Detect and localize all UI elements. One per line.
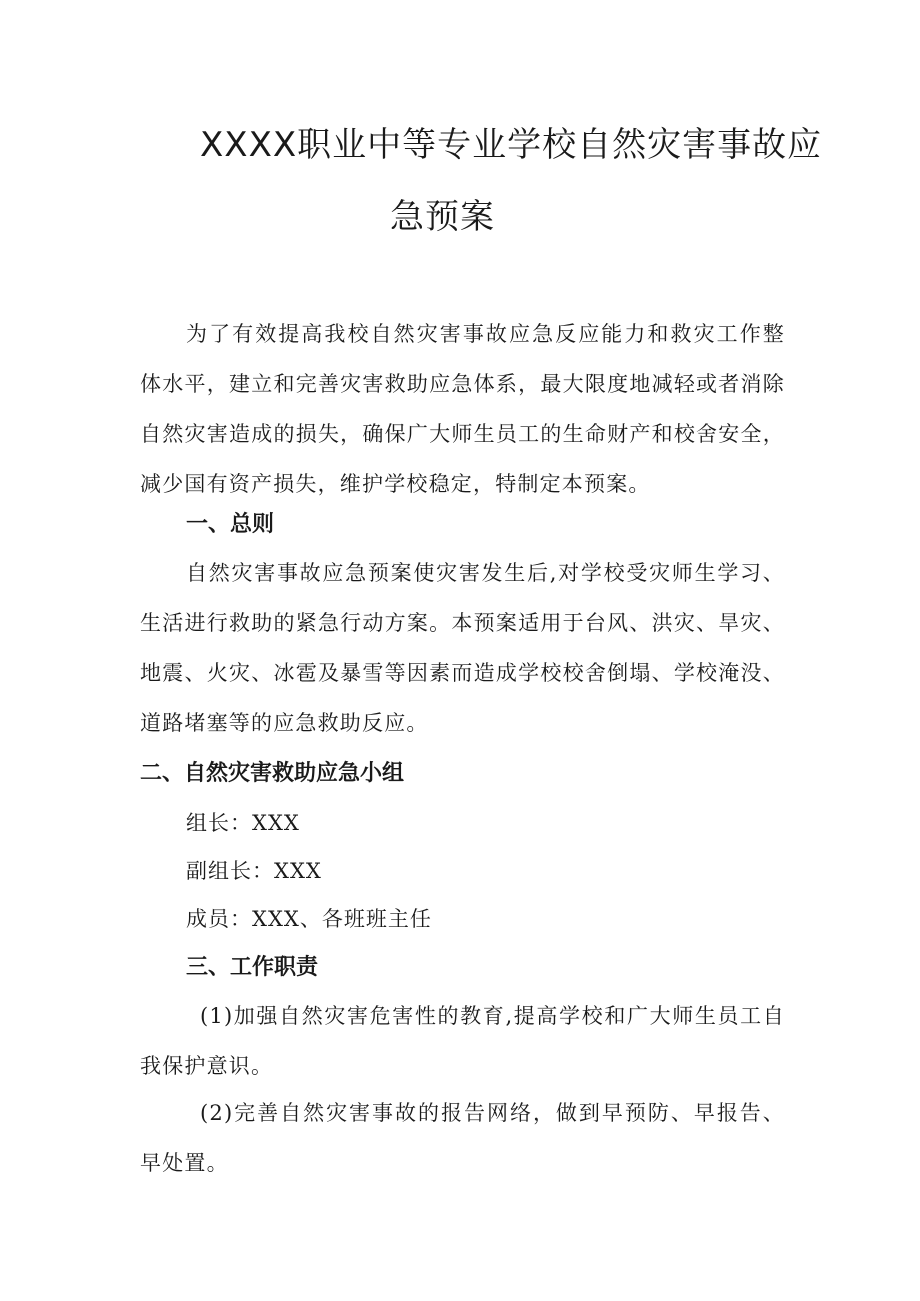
section-heading-general: 一、总则	[186, 512, 275, 537]
duty-item-1: (1)加强自然灾害危害性的教育,提高学校和广大师生员工自我保护意识。	[140, 1004, 785, 1078]
general-paragraph: 自然灾害事故应急预案使灾害发生后,对学校受灾师生学习、生活进行救助的紧急行动方案。本预案适用于台风、洪灾、旱灾、地震、火灾、冰雹及暴雪等因素而造成学校校舍倒塌、学校淹没、道路堵塞等的应急救助反应。	[140, 561, 785, 735]
intro-paragraph: 为了有效提高我校自然灾害事故应急反应能力和救灾工作整体水平，建立和完善灾害救助应急体系，最大限度地减轻或者消除自然灾害造成的损失，确保广大师生员工的生命财产和校舍安全，减少国有资产损失，维护学校稳定，特制定本预案。	[140, 322, 785, 496]
group-members: 成员：XXX、各班班主任	[186, 907, 432, 931]
duty-item-2: (2)完善自然灾害事故的报告网络，做到早预防、早报告、早处置。	[140, 1101, 785, 1175]
section-heading-emergency-group: 二、自然灾害救助应急小组	[140, 761, 405, 786]
document-title-line-1: XXXX职业中等专业学校自然灾害事故应	[200, 125, 823, 165]
section-heading-duties: 三、工作职责	[186, 955, 319, 980]
group-leader: 组长：XXX	[186, 811, 300, 835]
group-deputy-leader: 副组长：XXX	[186, 859, 322, 883]
document-title-line-2: 急预案	[390, 197, 495, 237]
